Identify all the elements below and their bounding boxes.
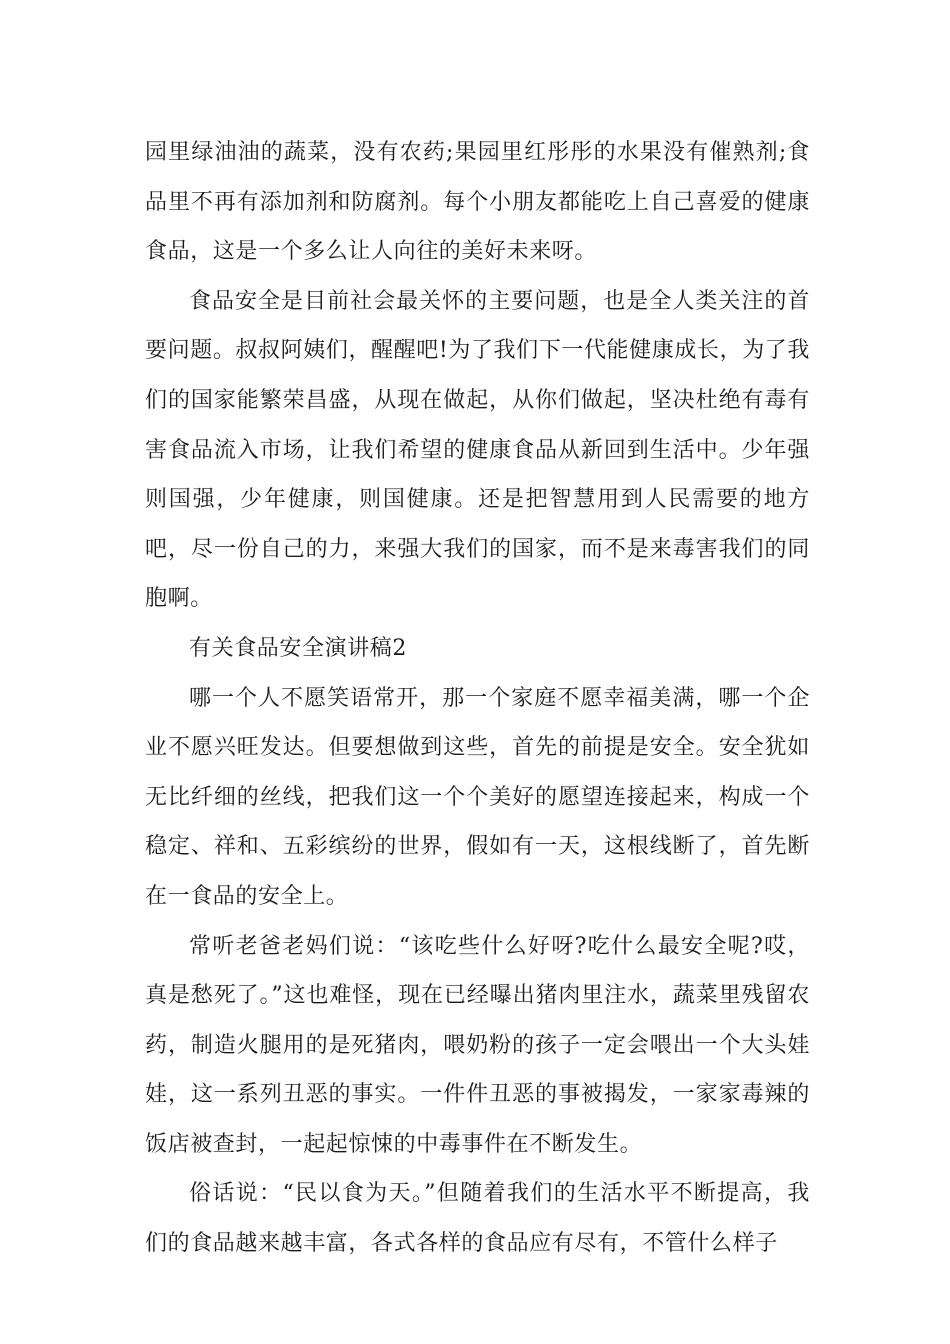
paragraph: 俗话说：“民以食为天。”但随着我们的生活水平不断提高，我们的食品越来越丰富，各式各样的食品应有尽有，不管什么样子 bbox=[145, 1181, 810, 1257]
paragraph: 食品安全是目前社会最关怀的主要问题，也是全人类关注的首要问题。叔叔阿姨们，醒醒吧!为了我们下一代能健康成长，为了我们的国家能繁荣昌盛，从现在做起，从你们做起，坚决杜绝有毒有害食品流入市场，让我们希望的健康食品从新回到生活中。少年强则国强，少年健康，则国健康。还是把智慧用到人民需要的地方吧，尽一份自己的力，来强大我们的国家，而不是来毒害我们的同胞啊。 bbox=[145, 288, 810, 612]
paragraph: 常听老爸老妈们说：“该吃些什么好呀?吃什么最安全呢?哎，真是愁死了。”这也难怪，现在已经曝出猪肉里注水，蔬菜里残留农药，制造火腿用的是死猪肉，喂奶粉的孩子一定会喂出一个大头娃娃，这一系列丑恶的事实。一件件丑恶的事被揭发，一家家毒辣的饭店被查封，一起起惊悚的中毒事件在不断发生。 bbox=[145, 933, 810, 1157]
section-heading: 有关食品安全演讲稿2 bbox=[189, 635, 407, 661]
paragraph: 哪一个人不愿笑语常开，那一个家庭不愿幸福美满，哪一个企业不愿兴旺发达。但要想做到这些，首先的前提是安全。安全犹如无比纤细的丝线，把我们这一个个美好的愿望连接起来，构成一个稳定、祥和、五彩缤纷的世界，假如有一天，这根线断了，首先断在一食品的安全上。 bbox=[145, 685, 810, 909]
document-body bbox=[145, 128, 810, 1269]
paragraph-continuation: 园里绿油油的蔬菜，没有农药;果园里红彤彤的水果没有催熟剂;食品里不再有添加剂和防腐剂。每个小朋友都能吃上自己喜爱的健康食品，这是一个多么让人向往的美好未来呀。 bbox=[145, 140, 810, 265]
